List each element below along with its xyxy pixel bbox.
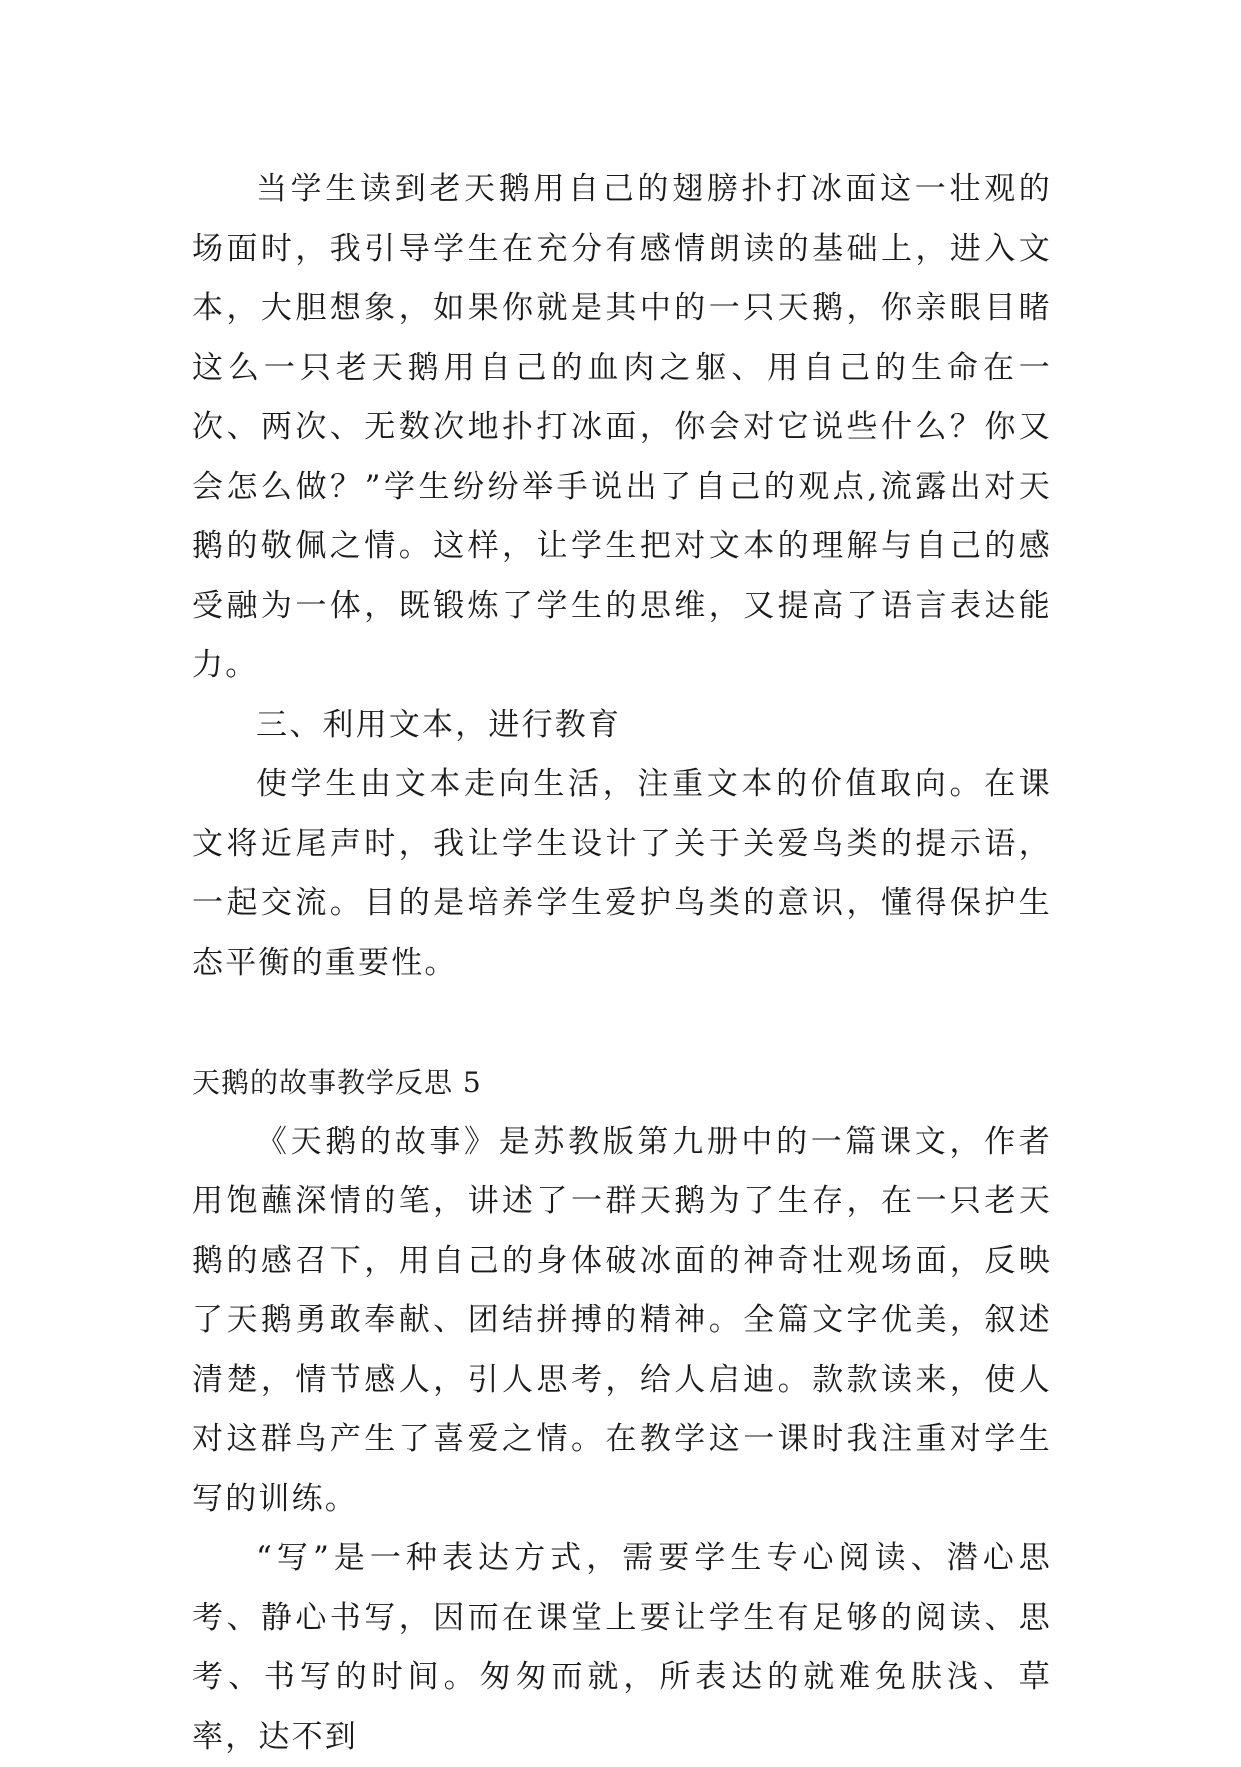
paragraph-swan-reading: 当学生读到老天鹅用自己的翅膀扑打冰面这一壮观的场面时，我引导学生在充分有感情朗读的基础上，进入文本，大胆想象，如果你就是其中的一只天鹅，你亲眼目睹这么一只老天鹅用自己的血肉之躯、用自己的生命在一次、两次、无数次地扑打冰面，你会对它说些什么？你又会怎么做？”学生纷纷举手说出了自己的观点,流露出对天鹅的敬佩之情。这样，让学生把对文本的理解与自己的感受融为一体，既锻炼了学生的思维，又提高了语言表达能力。 bbox=[192, 171, 1052, 683]
paragraph-education: 使学生由文本走向生活，注重文本的价值取向。在课文将近尾声时，我让学生设计了关于关爱鸟类的提示语，一起交流。目的是培养学生爱护鸟类的意识，懂得保护生态平衡的重要性。 bbox=[192, 766, 1052, 981]
document-page bbox=[192, 160, 1052, 1767]
paragraph-writing: “写”是一种表达方式，需要学生专心阅读、潜心思考、静心书写，因而在课堂上要让学生有足够的阅读、思考、书写的时间。匆匆而就，所表达的就难免肤浅、草率，达不到 bbox=[192, 1540, 1052, 1755]
paragraph-intro: 《天鹅的故事》是苏教版第九册中的一篇课文，作者用饱蘸深情的笔，讲述了一群天鹅为了生存，在一只老天鹅的感召下，用自己的身体破冰面的神奇壮观场面，反映了天鹅勇敢奉献、团结拼搏的精神。全篇文字优美，叙述清楚，情节感人，引人思考，给人启迪。款款读来，使人对这群鸟产生了喜爱之情。在教学这一课时我注重对学生写的训练。 bbox=[192, 1123, 1052, 1517]
section-heading: 三、利用文本，进行教育 bbox=[256, 706, 622, 743]
article-title: 天鹅的故事教学反思 5 bbox=[192, 1066, 482, 1099]
